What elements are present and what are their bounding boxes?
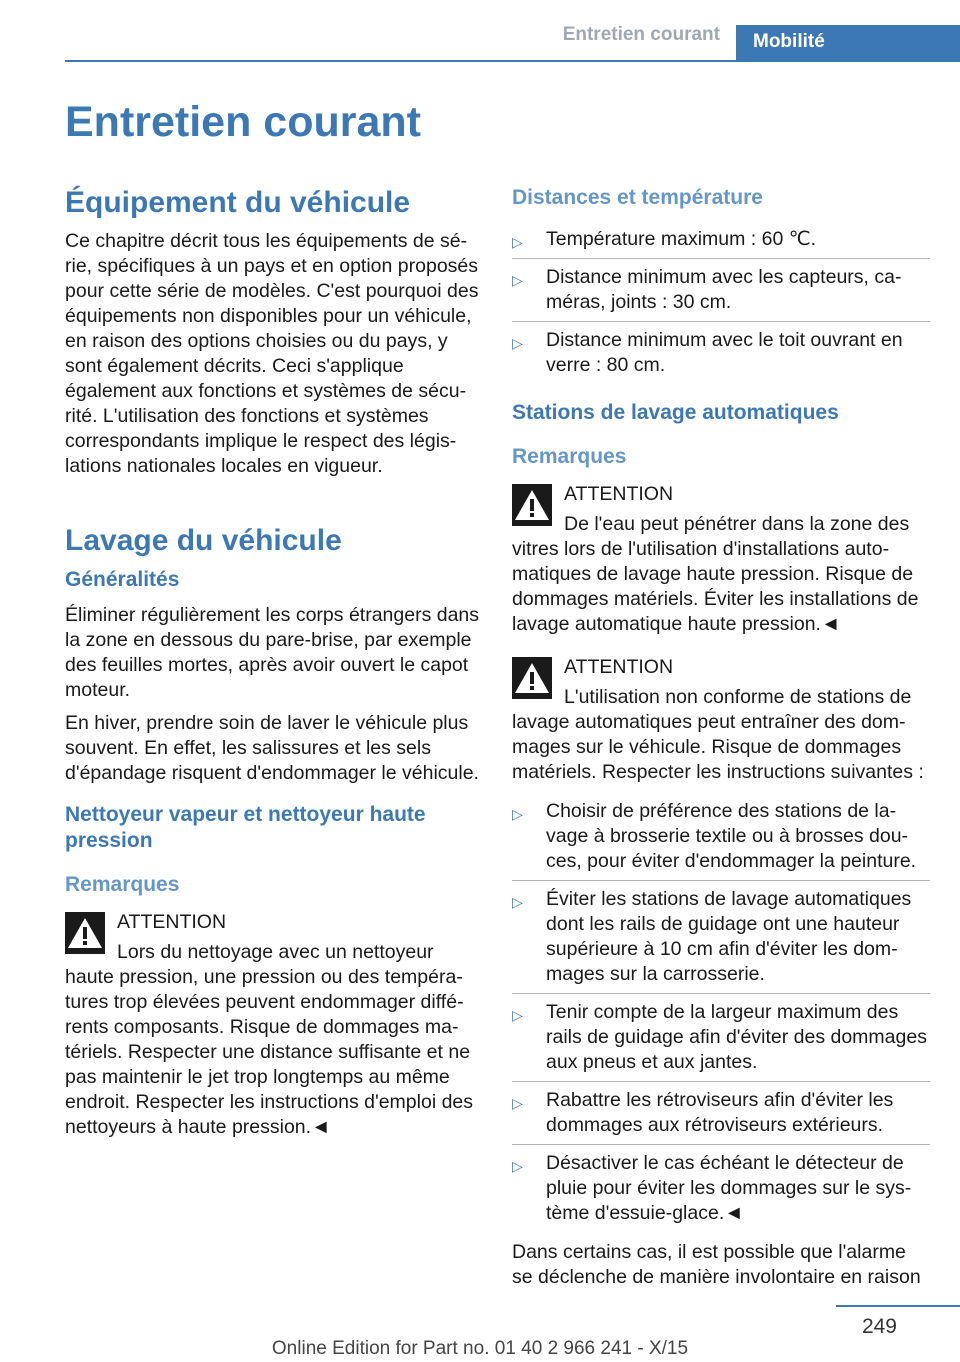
left-column: [65, 185, 483, 1148]
list-item: [512, 880, 930, 993]
header-rule: [65, 60, 960, 62]
paragraph-equipement: Ce chapitre décrit tous les équipements de série, spécifiques à un pays et en option proposés pour cette série de modèles. C'est pourquoi des équipements non disponibles pour un véhicule, en raison des options choisies ou du pays, y sont également décrits. Ceci s'applique également aux fonctions et systèmes de sécurité. L'utilisation des fonctions et systèmes correspondants implique le respect des législations nationales locales en vigueur.: [65, 230, 479, 477]
triangle-right-icon: ▷: [512, 806, 523, 822]
warning-triangle-icon: [512, 484, 552, 526]
heading-distances: Distances et température: [512, 186, 763, 209]
warning-triangle-icon: [512, 657, 552, 699]
list-item-text: Choisir de préférence des stations de lavage à brosserie textile ou à brosses douces, pour éviter d'endommager la peinture.: [546, 800, 917, 872]
heading-generalites: Généralités: [65, 568, 180, 591]
triangle-right-icon: ▷: [512, 1007, 523, 1023]
list-item-text: Rabattre les rétroviseurs afin d'éviter les dommages aux rétroviseurs extérieurs.: [546, 1089, 894, 1136]
list-item-text: Température maximum : 60 ℃.: [546, 228, 817, 250]
footer-edition: Online Edition for Part no. 01 40 2 966 241 - X/15: [271, 1338, 689, 1359]
list-item: [512, 1144, 930, 1232]
warning-block-nettoyeur: [65, 908, 483, 1140]
triangle-right-icon: ▷: [512, 1095, 523, 1111]
header-section-label: Entretien courant: [562, 24, 720, 45]
heading-nettoyeur: Nettoyeur vapeur et nettoyeur haute pression: [65, 803, 426, 852]
heading-lavage: Lavage du véhicule: [65, 524, 342, 557]
list-item: [512, 258, 930, 321]
page-title: Entretien courant: [65, 98, 421, 146]
list-item: [512, 321, 930, 384]
list-item-text: Distance minimum avec les capteurs, caméras, joints : 30 cm.: [546, 266, 902, 313]
warning-text: De l'eau peut pénétrer dans la zone des vitres lors de l'utilisation d'installations automatiques de lavage haute pression. Risque de dommages matériels. Éviter les installations de lavage automatique haute pression.◄: [512, 513, 919, 635]
list-item: [512, 221, 930, 258]
page-number: 249: [861, 1315, 897, 1338]
triangle-right-icon: ▷: [512, 335, 523, 351]
list-item-text: Désactiver le cas échéant le détecteur de pluie pour éviter les dommages sur le système d'essuie-glace.◄: [546, 1152, 912, 1224]
warning-title: ATTENTION: [117, 911, 227, 933]
list-item-text: Éviter les stations de lavage automatiques dont les rails de guidage ont une hauteur supérieure à 10 cm afin d'éviter les dommages sur la carrosserie.: [546, 888, 912, 985]
triangle-right-icon: ▷: [512, 234, 523, 250]
warning-title: ATTENTION: [564, 483, 674, 505]
list-item: [512, 1081, 930, 1144]
warning-text: L'utilisation non conforme de stations de lavage automatiques peut entraîner des dommages sur le véhicule. Risque de dommages matériels. Respecter les instructions suivantes :: [512, 686, 924, 783]
heading-equipement: Équipement du véhicule: [65, 186, 411, 219]
stations-list: [512, 793, 930, 1232]
page-header: [0, 0, 960, 62]
list-item: [512, 793, 930, 880]
paragraph-alarme: Dans certains cas, il est possible que l'alarme se déclenche de manière involontaire en raison: [512, 1241, 921, 1288]
paragraph-generalites-1: Éliminer régulièrement les corps étrangers dans la zone en dessous du pare-brise, par exemple des feuilles mortes, après avoir ouvert le capot moteur.: [65, 604, 480, 701]
paragraph-generalites-2: En hiver, prendre soin de laver le véhicule plus souvent. En effet, les salissures et les sels d'épandage risquent d'endommager le véhicule.: [65, 712, 479, 784]
warning-triangle-icon: [65, 912, 105, 954]
right-column: [512, 185, 930, 1298]
heading-stations: Stations de lavage automatiques: [512, 401, 839, 424]
list-item-text: Distance minimum avec le toit ouvrant en verre : 80 cm.: [546, 329, 903, 376]
warning-text: Lors du nettoyage avec un nettoyeur haute pression, une pression ou des températures trop élevées peuvent endommager différents composants. Risque de dommages matériels. Respecter une distance suffisante et ne pas maintenir le jet trop longtemps au même endroit. Respecter les instructions d'emploi des nettoyeurs à haute pression.◄: [65, 941, 474, 1138]
distances-list: [512, 221, 930, 384]
footer-rule: [836, 1305, 960, 1307]
warning-block-stations: [512, 653, 930, 785]
header-chapter-tab: Mobilité: [736, 25, 960, 61]
triangle-right-icon: ▷: [512, 1158, 523, 1174]
list-item: [512, 993, 930, 1081]
triangle-right-icon: ▷: [512, 894, 523, 910]
heading-remarques-left: Remarques: [65, 873, 180, 896]
heading-remarques-right: Remarques: [512, 445, 627, 468]
warning-block-haute-pression: [512, 480, 930, 637]
list-item-text: Tenir compte de la largeur maximum des rails de guidage afin d'éviter des dommages aux pneus et aux jantes.: [546, 1001, 927, 1073]
warning-title: ATTENTION: [564, 656, 674, 678]
triangle-right-icon: ▷: [512, 272, 523, 288]
